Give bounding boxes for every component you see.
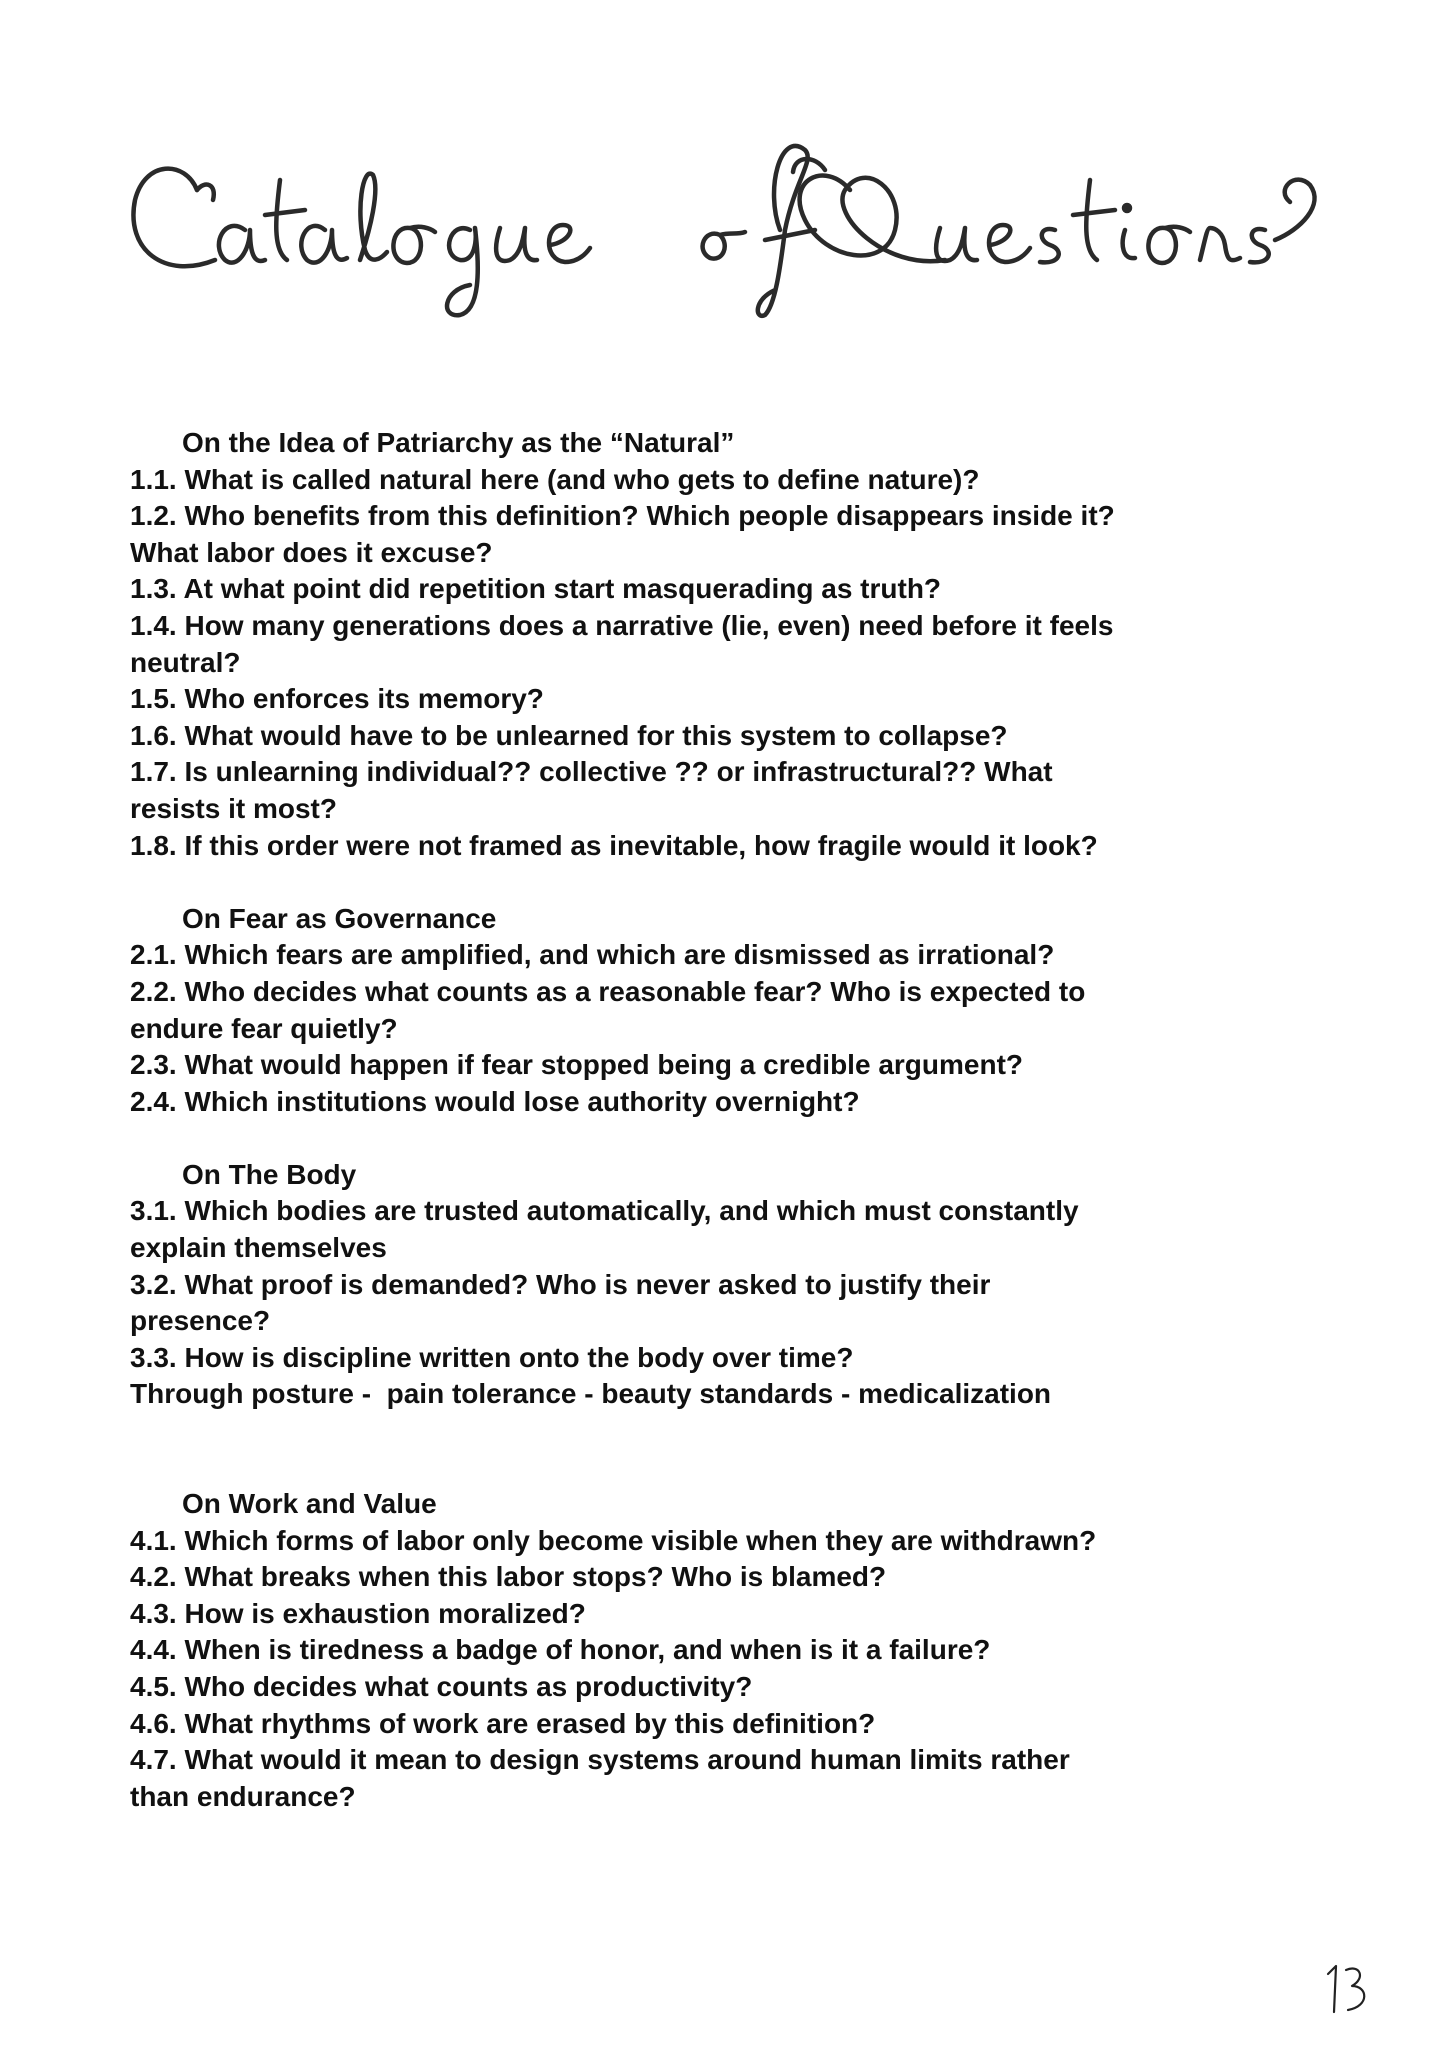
question-line: 4.6. What rhythms of work are erased by this definition? bbox=[130, 1707, 876, 1739]
section-patriarchy bbox=[130, 425, 1280, 864]
page-number bbox=[1320, 1960, 1380, 2020]
question-line: 2.4. Which institutions would lose authority overnight? bbox=[130, 1085, 860, 1117]
handwritten-page-number-drawing bbox=[1320, 1960, 1380, 2020]
section-body bbox=[130, 1157, 1280, 1413]
question-line: than endurance? bbox=[130, 1780, 356, 1812]
question-line: 1.4. How many generations does a narrative (lie, even) need before it feels bbox=[130, 609, 1114, 641]
question-line: 3.1. Which bodies are trusted automatically, and which must constantly bbox=[130, 1195, 1079, 1227]
question-line: 2.1. Which fears are amplified, and which are dismissed as irrational? bbox=[130, 939, 1055, 971]
question-line: endure fear quietly? bbox=[130, 1012, 398, 1044]
question-line: 1.2. Who benefits from this definition? Which people disappears inside it? bbox=[130, 500, 1115, 532]
question-line: 1.1. What is called natural here (and who gets to define nature)? bbox=[130, 463, 980, 495]
question-line: 2.2. Who decides what counts as a reasonable fear? Who is expected to bbox=[130, 975, 1086, 1007]
questions-catalogue bbox=[130, 425, 1280, 1815]
question-line: 3.3. How is discipline written onto the body over time? bbox=[130, 1341, 854, 1373]
section-heading: On Work and Value bbox=[182, 1488, 437, 1520]
section-heading: On The Body bbox=[182, 1158, 357, 1190]
question-line: 4.4. When is tiredness a badge of honor, and when is it a failure? bbox=[130, 1634, 991, 1666]
page-title bbox=[125, 120, 1345, 320]
question-line: 2.3. What would happen if fear stopped being a credible argument? bbox=[130, 1049, 1023, 1081]
question-line: 4.2. What breaks when this labor stops? Who is blamed? bbox=[130, 1561, 887, 1593]
question-line: 4.1. Which forms of labor only become visible when they are withdrawn? bbox=[130, 1524, 1097, 1556]
question-line: 4.3. How is exhaustion moralized? bbox=[130, 1597, 586, 1629]
section-heading: On the Idea of Patriarchy as the “Natural” bbox=[182, 427, 735, 458]
question-line: resists it most? bbox=[130, 792, 337, 824]
question-line: 4.7. What would it mean to design systems around human limits rather bbox=[130, 1744, 1070, 1776]
question-line: What labor does it excuse? bbox=[130, 536, 493, 568]
question-line: explain themselves bbox=[130, 1232, 387, 1264]
section-heading: On Fear as Governance bbox=[182, 902, 497, 934]
question-line: 3.2. What proof is demanded? Who is never asked to justify their bbox=[130, 1268, 991, 1300]
handwritten-title-drawing bbox=[125, 120, 1345, 320]
question-line: 1.6. What would have to be unlearned for this system to collapse? bbox=[130, 719, 1008, 751]
section-work bbox=[130, 1486, 1280, 1815]
question-line: Through posture - pain tolerance - beauty standards - medicalization bbox=[130, 1378, 1052, 1410]
question-line: 4.5. Who decides what counts as productivity? bbox=[130, 1671, 753, 1702]
question-line: presence? bbox=[130, 1305, 271, 1337]
question-line: 1.5. Who enforces its memory? bbox=[130, 683, 544, 715]
question-line: 1.8. If this order were not framed as inevitable, how fragile would it look? bbox=[130, 829, 1098, 861]
question-line: 1.3. At what point did repetition start masquerading as truth? bbox=[130, 573, 942, 605]
question-line: neutral? bbox=[130, 646, 241, 678]
question-line: 1.7. Is unlearning individual?? collective ?? or infrastructural?? What bbox=[130, 756, 1053, 788]
section-fear bbox=[130, 901, 1280, 1121]
